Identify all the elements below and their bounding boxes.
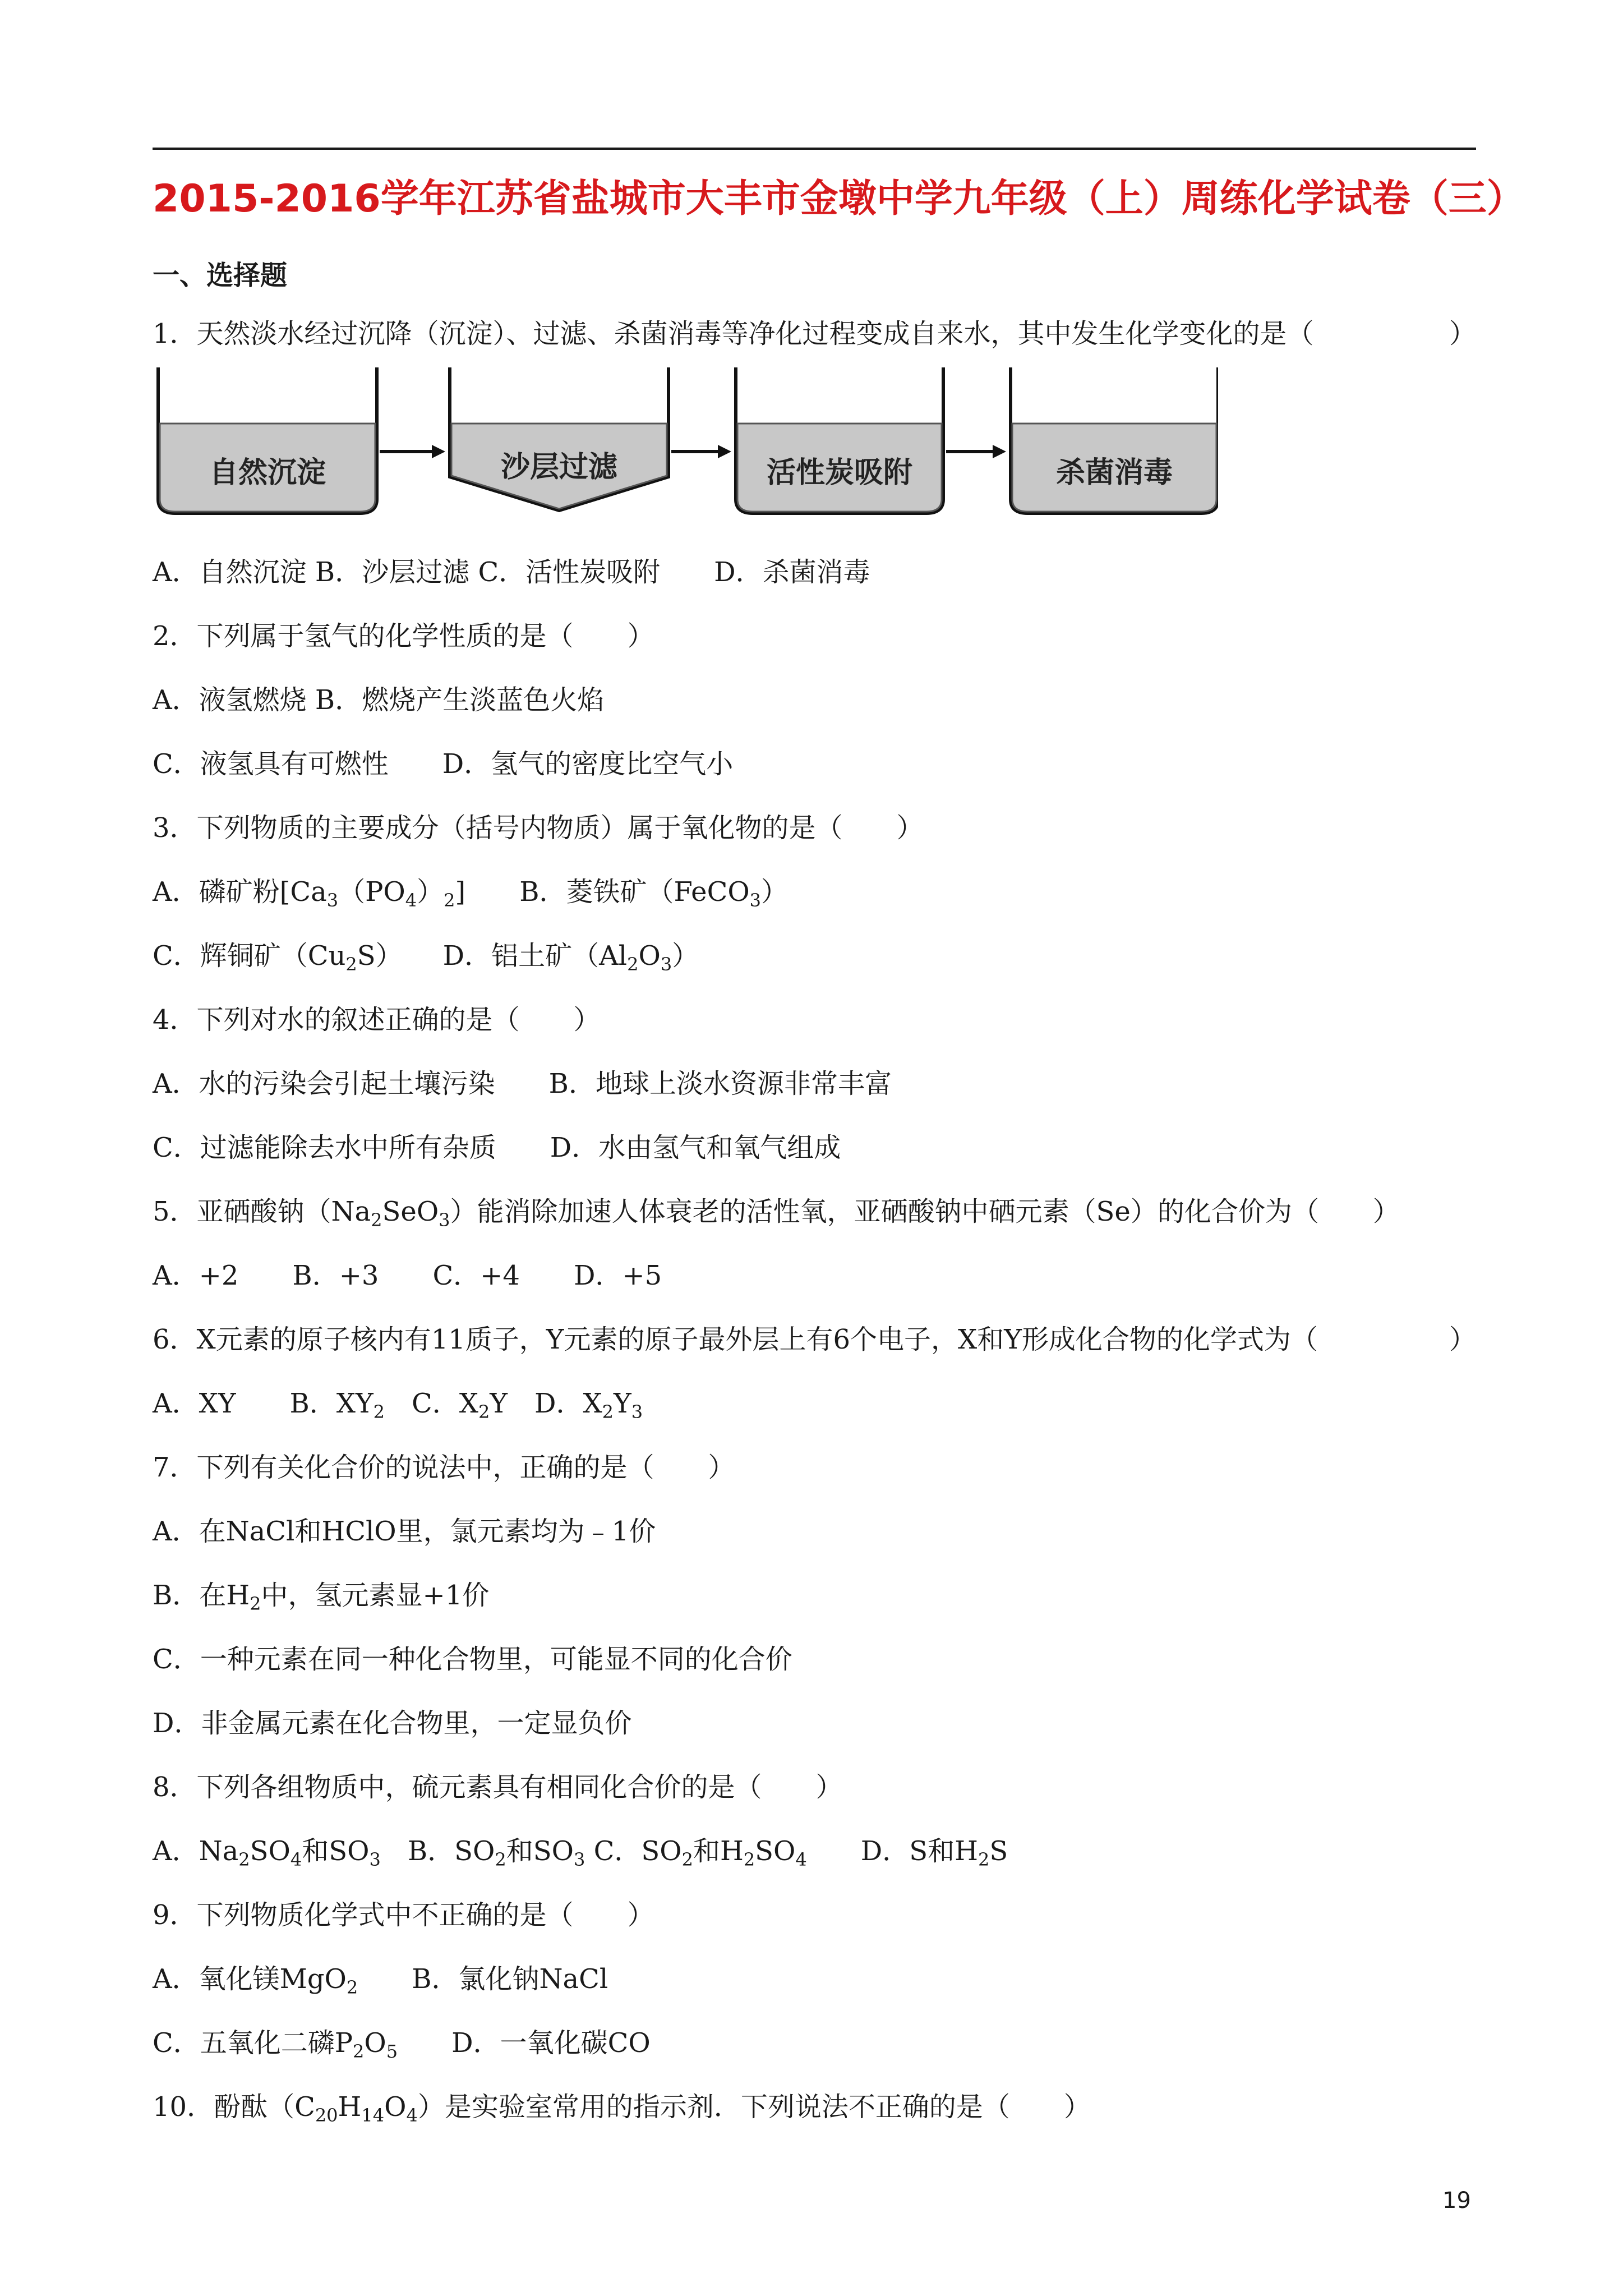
page-title: 2015-2016学年江苏省盐城市大丰市金墩中学九年级（上）周练化学试卷（三）: [153, 177, 1525, 221]
question-2-options-2: C．液氢具有可燃性 D．氢气的密度比空气小: [153, 748, 734, 780]
top-rule: [153, 148, 1476, 150]
question-1-close: ）: [1449, 318, 1476, 349]
water-purification-diagram: [153, 367, 1218, 530]
question-7-option-c: C．一种元素在同一种化合物里，可能显不同的化合价: [153, 1644, 792, 1675]
question-6-close: ）: [1449, 1324, 1476, 1355]
question-5-stem: 5．亚硒酸钠$(Na_2SeO_3)$能消除加速人体衰老的活性氧，亚硒酸钠中硒元素（Se）的化合价为（ ）: [153, 1196, 1400, 1231]
question-9-stem: 9．下列物质化学式中不正确的是（ ）: [153, 1899, 654, 1931]
question-8-stem: 8．下列各组物质中，硫元素具有相同化合价的是（ ）: [153, 1772, 843, 1803]
question-2-options-1: A．液氢燃烧 B．燃烧产生淡蓝色火焰: [153, 684, 605, 716]
page-number: 19: [1442, 2188, 1471, 2214]
question-3-options-2: C．辉铜矿$(Cu_2S)$ D．铝土矿$(Al_2O_3)$: [153, 940, 699, 975]
question-6-options: A．XY B．$XY_2$ C．$X_2Y$ D．$X_2Y_3$: [153, 1388, 643, 1423]
question-1: [153, 317, 1476, 351]
question-9-options-2: C．五氧化二磷$P_2O_5$ D．一氧化碳CO: [153, 2027, 651, 2062]
question-7-option-b: B．在$H_2$中，氢元素显+1价: [153, 1580, 490, 1614]
question-3-stem: 3．下列物质的主要成分（括号内物质）属于氧化物的是（ ）: [153, 812, 924, 844]
question-8-options: A．$Na_2SO_4$和$SO_3$ B．$SO_2$和$SO_3$ C．$SO_2$和$H_2SO_4$ D．S和$H_2S$: [153, 1835, 1008, 1870]
question-4-stem: 4．下列对水的叙述正确的是（ ）: [153, 1004, 601, 1036]
question-9-options-1: A．氧化镁MgO$_2$ B．氯化钠NaCl: [153, 1963, 608, 1998]
question-6-stem: 6．X元素的原子核内有11质子，Y元素的原子最外层上有6个电子，X和Y形成化合物的化学式为（: [153, 1324, 1318, 1355]
question-5-options: A．+2 B．+3 C．+4 D．+5: [153, 1260, 662, 1291]
question-1-stem: 1．天然淡水经过沉降（沉淀）、过滤、杀菌消毒等净化过程变成自来水，其中发生化学变化的是（: [153, 318, 1314, 349]
step-label-1: 自然沉淀: [209, 456, 326, 490]
question-4-options-1: A．水的污染会引起土壤污染 B．地球上淡水资源非常丰富: [153, 1068, 892, 1099]
question-4-options-2: C．过滤能除去水中所有杂质 D．水由氢气和氧气组成: [153, 1132, 841, 1163]
question-3-options-1: A．磷矿粉$[Ca_3(PO_4)_2]$ B．菱铁矿（FeCO$_3$）: [153, 876, 789, 911]
step-label-3: 活性炭吸附: [766, 456, 913, 490]
step-label-4: 杀菌消毒: [1055, 456, 1173, 490]
question-7-stem: 7．下列有关化合价的说法中，正确的是（ ）: [153, 1452, 735, 1483]
question-7-option-a: A．在NaCl和HClO里，氯元素均为﹣1价: [153, 1516, 656, 1547]
step-label-2: 沙层过滤: [500, 450, 618, 484]
question-10-stem: 10．酚酞$(C_{20}H_{14}O_4)$是实验室常用的指示剂．下列说法不正确的是（ ）: [153, 2091, 1091, 2126]
question-1-options: A．自然沉淀 B．沙层过滤 C．活性炭吸附 D．杀菌消毒: [153, 556, 870, 588]
question-6: [153, 1323, 1476, 1356]
question-7-option-d: D．非金属元素在化合物里，一定显负价: [153, 1708, 632, 1739]
question-2-stem: 2．下列属于氢气的化学性质的是（ ）: [153, 620, 654, 652]
section-heading: 一、选择题: [153, 260, 288, 291]
